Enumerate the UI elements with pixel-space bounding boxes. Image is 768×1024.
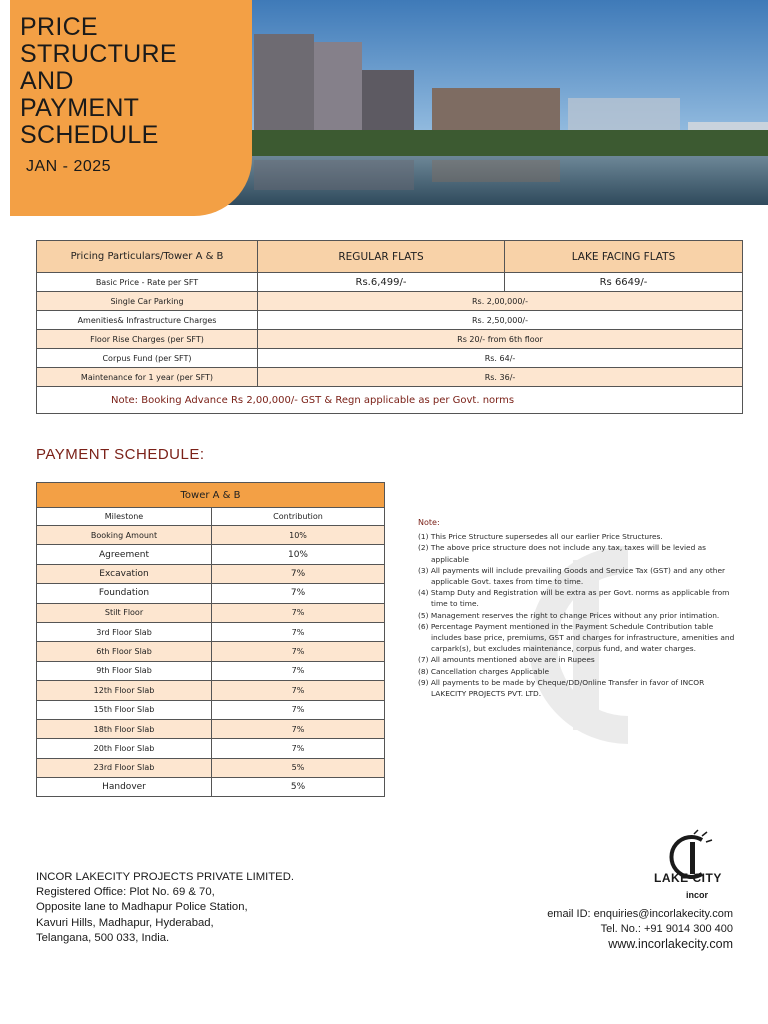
pricing-row — [37, 330, 743, 349]
milestone: 9th Floor Slab — [37, 661, 212, 680]
contact-info — [547, 907, 733, 952]
contribution: 7% — [212, 681, 385, 700]
email-address[interactable]: email ID: enquiries@incorlakecity.com — [547, 908, 733, 920]
contribution: 5% — [212, 778, 385, 797]
schedule-row — [37, 526, 385, 545]
pricing-row — [37, 311, 743, 330]
schedule-row — [37, 681, 385, 700]
basic-price-lake: Rs 6649/- — [505, 273, 743, 292]
header-photo — [218, 0, 768, 205]
company-name: INCOR LAKECITY PROJECTS PRIVATE LIMITED. — [36, 871, 294, 883]
pricing-col-particulars: Pricing Particulars/Tower A & B — [37, 241, 258, 273]
milestone: 18th Floor Slab — [37, 719, 212, 738]
booking-note: Note: Booking Advance Rs 2,00,000/- GST & Regn applicable as per Govt. norms — [37, 387, 743, 414]
contribution: 7% — [212, 661, 385, 680]
page-title — [20, 14, 240, 149]
pricing-table — [36, 240, 743, 414]
address-line: Opposite lane to Madhapur Police Station, — [36, 901, 248, 914]
pricing-value: Rs 20/- from 6th floor — [258, 330, 743, 349]
pricing-value: Rs. 64/- — [258, 349, 743, 368]
schedule-row — [37, 545, 385, 564]
title-line: SCHEDULE — [20, 121, 159, 149]
notes-title: Note: — [418, 518, 440, 527]
pricing-header-row — [37, 241, 743, 273]
contribution: 7% — [212, 584, 385, 603]
pricing-label: Amenities& Infrastructure Charges — [37, 311, 258, 330]
notes-section — [418, 517, 738, 699]
contribution: 7% — [212, 719, 385, 738]
pricing-row — [37, 349, 743, 368]
pricing-row-basic — [37, 273, 743, 292]
issue-date: JAN - 2025 — [26, 158, 112, 175]
milestone: 12th Floor Slab — [37, 681, 212, 700]
schedule-row — [37, 564, 385, 583]
title-line: PAYMENT — [20, 94, 140, 122]
contribution: 7% — [212, 564, 385, 583]
pricing-label: Floor Rise Charges (per SFT) — [37, 330, 258, 349]
schedule-col-contribution: Contribution — [212, 508, 385, 526]
schedule-tower: Tower A & B — [37, 483, 385, 508]
schedule-row — [37, 739, 385, 758]
contribution: 7% — [212, 622, 385, 641]
milestone: Foundation — [37, 584, 212, 603]
schedule-header-row — [37, 508, 385, 526]
schedule-row — [37, 700, 385, 719]
pricing-label: Single Car Parking — [37, 292, 258, 311]
title-line: AND — [20, 67, 74, 95]
contribution: 10% — [212, 526, 385, 545]
milestone: Excavation — [37, 564, 212, 583]
note-item: (7) All amounts mentioned above are in Rupees — [418, 655, 595, 665]
milestone: 6th Floor Slab — [37, 642, 212, 661]
schedule-row — [37, 778, 385, 797]
schedule-row — [37, 603, 385, 622]
pricing-label: Corpus Fund (per SFT) — [37, 349, 258, 368]
milestone: 3rd Floor Slab — [37, 622, 212, 641]
contribution: 10% — [212, 545, 385, 564]
schedule-row — [37, 622, 385, 641]
logo-text: LAKE CITY — [654, 871, 722, 885]
contribution: 5% — [212, 758, 385, 777]
pricing-value: Rs. 36/- — [258, 368, 743, 387]
note-item: (6) Percentage Payment mentioned in the Payment Schedule Contribution table includes base price, premiums, GST and charges for infrastructure, amenities and carpark(s), but excludes maintenance, corpus fund, and water charges. — [418, 621, 735, 654]
title-line: STRUCTURE — [20, 40, 177, 68]
milestone: Handover — [37, 778, 212, 797]
schedule-title: PAYMENT SCHEDULE: — [36, 446, 205, 463]
pricing-note-row — [37, 387, 743, 414]
logo-sub: incor — [686, 890, 709, 900]
pricing-row — [37, 368, 743, 387]
pricing-label: Maintenance for 1 year (per SFT) — [37, 368, 258, 387]
schedule-col-milestone: Milestone — [37, 508, 212, 526]
milestone: Stilt Floor — [37, 603, 212, 622]
title-line: PRICE — [20, 13, 98, 41]
basic-price-regular: Rs.6,499/- — [258, 273, 505, 292]
contribution: 7% — [212, 700, 385, 719]
milestone: 15th Floor Slab — [37, 700, 212, 719]
schedule-row — [37, 661, 385, 680]
contribution: 7% — [212, 603, 385, 622]
schedule-tower-row — [37, 483, 385, 508]
note-item: (1) This Price Structure supersedes all our earlier Price Structures. — [418, 532, 663, 542]
schedule-row — [37, 642, 385, 661]
contribution: 7% — [212, 642, 385, 661]
milestone: Booking Amount — [37, 526, 212, 545]
company-address — [36, 870, 294, 946]
address-line: Telangana, 500 033, India. — [36, 931, 170, 944]
website-link[interactable]: www.incorlakecity.com — [608, 937, 733, 951]
pricing-row — [37, 292, 743, 311]
contribution: 7% — [212, 739, 385, 758]
note-item: (5) Management reserves the right to change Prices without any prior intimation. — [418, 610, 720, 620]
schedule-row — [37, 584, 385, 603]
note-item: (3) All payments will include prevailing Goods and Service Tax (GST) and any other applicable Govt. taxes from time to time. — [418, 565, 726, 587]
pricing-value: Rs. 2,00,000/- — [258, 292, 743, 311]
schedule-row — [37, 719, 385, 738]
milestone: 23rd Floor Slab — [37, 758, 212, 777]
schedule-row — [37, 758, 385, 777]
address-line: Kavuri Hills, Madhapur, Hyderabad, — [36, 916, 214, 929]
pricing-label: Basic Price - Rate per SFT — [37, 273, 258, 292]
note-item: (4) Stamp Duty and Registration will be extra as per Govt. norms as applicable from time to time. — [418, 588, 730, 609]
note-item: (2) The above price structure does not include any tax, taxes will be levied as applicable — [418, 543, 706, 564]
pricing-col-regular: REGULAR FLATS — [258, 241, 505, 273]
note-item: (8) Cancellation charges Applicable — [418, 666, 549, 676]
payment-schedule-table — [36, 482, 385, 797]
pricing-value: Rs. 2,50,000/- — [258, 311, 743, 330]
address-line: Registered Office: Plot No. 69 & 70, — [36, 886, 215, 899]
telephone: Tel. No.: +91 9014 300 400 — [600, 923, 733, 935]
milestone: 20th Floor Slab — [37, 739, 212, 758]
note-item: (9) All payments to be made by Cheque/DD/Online Transfer in favor of INCOR LAKECITY PROJECTS PVT. LTD. — [418, 677, 705, 699]
milestone: Agreement — [37, 545, 212, 564]
pricing-col-lake: LAKE FACING FLATS — [505, 241, 743, 273]
